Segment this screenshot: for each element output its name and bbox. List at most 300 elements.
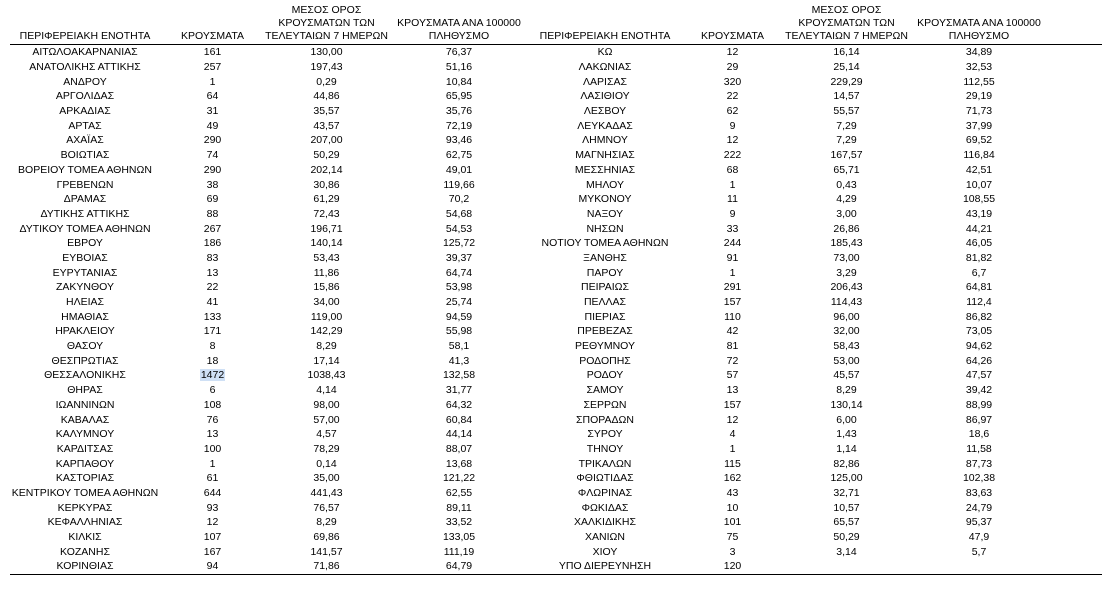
left-per100k-cell: 111,19 bbox=[443, 545, 475, 558]
right-region-cell: ΤΡΙΚΑΛΩΝ bbox=[578, 457, 632, 470]
right-avg7-cell: 8,29 bbox=[836, 384, 857, 397]
right-avg7-cell: 167,57 bbox=[830, 149, 863, 162]
right-cases-cell: 10 bbox=[726, 501, 739, 514]
left-region-cell: ΚΑΣΤΟΡΙΑΣ bbox=[55, 472, 115, 485]
right-cases-cell: 33 bbox=[726, 222, 739, 235]
left-per100k-cell: 94,59 bbox=[445, 310, 473, 323]
table-row bbox=[10, 45, 1102, 60]
left-cases-cell: 13 bbox=[206, 428, 219, 441]
left-cases-cell: 644 bbox=[203, 486, 222, 499]
right-avg7-cell: 3,14 bbox=[836, 545, 857, 558]
left-avg7-cell: 35,57 bbox=[313, 105, 340, 118]
row-spacer bbox=[1050, 442, 1102, 457]
right-avg7-cell: 73,00 bbox=[833, 251, 860, 264]
right-per100k-cell: 86,97 bbox=[965, 413, 993, 426]
document-page bbox=[10, 4, 1102, 575]
right-per100k-cell: 64,26 bbox=[965, 354, 993, 367]
right-cases-cell: 291 bbox=[723, 281, 742, 294]
left-per100k-cell: 49,01 bbox=[445, 163, 473, 176]
right-avg7-cell: 55,57 bbox=[833, 105, 860, 118]
right-per100k-cell: 47,57 bbox=[965, 369, 993, 382]
right-region-cell: ΤΗΝΟΥ bbox=[586, 442, 624, 455]
table-row bbox=[10, 148, 1102, 163]
right-cases-cell: 29 bbox=[726, 61, 739, 74]
left-region-cell: ΖΑΚΥΝΘΟΥ bbox=[55, 281, 114, 294]
right-region-cell: ΚΩ bbox=[597, 46, 613, 59]
left-cases-cell: 1 bbox=[209, 457, 216, 470]
left-region-cell: ΗΡΑΚΛΕΙΟΥ bbox=[55, 325, 115, 338]
right-cases-cell: 9 bbox=[729, 119, 736, 132]
table-row bbox=[10, 221, 1102, 236]
right-per100k-cell: 32,53 bbox=[965, 61, 993, 74]
right-cases-cell: 75 bbox=[726, 531, 739, 544]
left-region-cell: ΚΑΡΠΑΘΟΥ bbox=[55, 457, 115, 470]
right-region-cell: ΞΑΝΘΗΣ bbox=[583, 251, 627, 264]
left-cases-cell: 38 bbox=[206, 178, 219, 191]
left-cases-cell: 133 bbox=[203, 310, 222, 323]
left-region-cell: ΘΕΣΠΡΩΤΙΑΣ bbox=[51, 354, 119, 367]
table-row bbox=[10, 383, 1102, 398]
right-region-cell: ΧΑΛΚΙΔΙΚΗΣ bbox=[574, 516, 636, 529]
right-per100k-cell: 112,55 bbox=[963, 75, 995, 88]
header-avg7-right: ΜΕΣΟΣ ΟΡΟΣ ΚΡΟΥΣΜΑΤΩΝ ΤΩΝ ΤΕΛΕΥΤΑΙΩΝ 7 ΗΜΕΡΩΝ bbox=[785, 4, 908, 45]
table-row bbox=[10, 500, 1102, 515]
row-spacer bbox=[1050, 45, 1102, 60]
right-per100k-cell: 39,42 bbox=[965, 384, 993, 397]
left-region-cell: ΗΛΕΙΑΣ bbox=[65, 296, 104, 309]
right-region-cell: ΣΕΡΡΩΝ bbox=[583, 398, 627, 411]
right-avg7-cell: 6,00 bbox=[836, 413, 857, 426]
right-avg7-cell: 45,57 bbox=[833, 369, 860, 382]
row-spacer bbox=[1050, 530, 1102, 545]
right-region-cell: ΜΗΛΟΥ bbox=[586, 178, 624, 191]
left-avg7-cell: 50,29 bbox=[313, 149, 340, 162]
right-per100k-cell: 83,63 bbox=[965, 486, 993, 499]
right-cases-cell: 68 bbox=[726, 163, 739, 176]
header-per100k-left: ΚΡΟΥΣΜΑΤΑ ΑΝΑ 100000 ΠΛΗΘΥΣΜΟ bbox=[388, 4, 530, 45]
left-region-cell: ΕΥΡΥΤΑΝΙΑΣ bbox=[52, 266, 118, 279]
row-spacer bbox=[1050, 207, 1102, 222]
right-cases-cell: 43 bbox=[726, 486, 739, 499]
right-avg7-cell: 32,00 bbox=[833, 325, 860, 338]
right-cases-cell: 1 bbox=[729, 442, 736, 455]
right-per100k-cell: 102,38 bbox=[962, 472, 996, 485]
left-avg7-cell: 1038,43 bbox=[307, 369, 346, 382]
right-avg7-cell: 53,00 bbox=[833, 354, 860, 367]
left-per100k-cell: 89,11 bbox=[446, 501, 472, 514]
left-region-cell: ΑΡΓΟΛΙΔΑΣ bbox=[55, 90, 115, 103]
right-per100k-cell: 86,82 bbox=[965, 310, 993, 323]
header-per100k-right: ΚΡΟΥΣΜΑΤΑ ΑΝΑ 100000 ΠΛΗΘΥΣΜΟ bbox=[908, 4, 1050, 45]
left-avg7-cell: 202,14 bbox=[310, 163, 343, 176]
left-avg7-cell: 0,14 bbox=[316, 457, 337, 470]
right-per100k-cell: 71,73 bbox=[965, 105, 993, 118]
right-per100k-cell: 108,55 bbox=[962, 193, 996, 206]
table-row bbox=[10, 177, 1102, 192]
left-per100k-cell: 13,68 bbox=[445, 457, 473, 470]
left-region-cell: ΚΑΛΥΜΝΟΥ bbox=[55, 428, 115, 441]
left-avg7-cell: 35,00 bbox=[313, 472, 340, 485]
left-avg7-cell: 30,86 bbox=[313, 178, 340, 191]
right-region-cell: ΛΑΣΙΘΙΟΥ bbox=[580, 90, 630, 103]
left-per100k-cell: 125,72 bbox=[442, 237, 476, 250]
left-region-cell: ΚΕΡΚΥΡΑΣ bbox=[57, 501, 113, 514]
left-region-cell: ΘΕΣΣΑΛΟΝΙΚΗΣ bbox=[44, 369, 126, 382]
right-avg7-cell: 130,14 bbox=[830, 398, 863, 411]
table-row bbox=[10, 309, 1102, 324]
left-region-cell: ΕΥΒΟΙΑΣ bbox=[62, 251, 108, 264]
right-cases-cell: 1 bbox=[729, 266, 736, 279]
table-row bbox=[10, 442, 1102, 457]
left-cases-cell: 257 bbox=[203, 61, 222, 74]
right-region-cell: ΠΙΕΡΙΑΣ bbox=[584, 310, 626, 323]
left-avg7-cell: 8,29 bbox=[316, 340, 337, 353]
left-cases-cell: 22 bbox=[206, 281, 219, 294]
left-cases-cell: 161 bbox=[203, 46, 222, 59]
right-region-cell: ΜΥΚΟΝΟΥ bbox=[578, 193, 632, 206]
right-avg7-cell: 125,00 bbox=[830, 472, 863, 485]
header-region-right: ΠΕΡΙΦΕΡΕΙΑΚΗ ΕΝΟΤΗΤΑ bbox=[530, 4, 680, 45]
right-cases-cell: 12 bbox=[726, 413, 739, 426]
right-region-cell: ΜΕΣΣΗΝΙΑΣ bbox=[574, 163, 636, 176]
table-row bbox=[10, 118, 1102, 133]
row-spacer bbox=[1050, 515, 1102, 530]
right-avg7-cell: 3,29 bbox=[836, 266, 857, 279]
left-per100k-cell: 76,37 bbox=[445, 46, 473, 59]
right-region-cell: ΛΕΣΒΟΥ bbox=[583, 105, 627, 118]
row-spacer bbox=[1050, 148, 1102, 163]
right-cases-cell: 157 bbox=[723, 398, 742, 411]
header-cases-left: ΚΡΟΥΣΜΑΤΑ bbox=[160, 4, 265, 45]
left-cases-cell: 61 bbox=[206, 472, 219, 485]
left-region-cell: ΑΧΑΪΑΣ bbox=[66, 134, 104, 147]
right-per100k-cell bbox=[908, 559, 1050, 574]
right-cases-cell: 57 bbox=[726, 369, 739, 382]
right-per100k-cell: 73,05 bbox=[965, 325, 993, 338]
left-per100k-cell: 53,98 bbox=[445, 281, 473, 294]
left-cases-cell: 18 bbox=[206, 354, 219, 367]
left-avg7-cell: 61,29 bbox=[313, 193, 340, 206]
right-avg7-cell: 7,29 bbox=[836, 134, 857, 147]
row-spacer bbox=[1050, 339, 1102, 354]
left-cases-cell: 76 bbox=[206, 413, 219, 426]
right-per100k-cell: 81,82 bbox=[965, 251, 993, 264]
table-row bbox=[10, 486, 1102, 501]
right-cases-cell: 244 bbox=[723, 237, 742, 250]
left-region-cell: ΘΑΣΟΥ bbox=[66, 340, 104, 353]
left-region-cell: ΚΙΛΚΙΣ bbox=[68, 531, 102, 544]
left-avg7-cell: 15,86 bbox=[313, 281, 340, 294]
left-avg7-cell: 72,43 bbox=[313, 207, 340, 220]
right-avg7-cell: 114,43 bbox=[830, 296, 863, 309]
left-region-cell: ΒΟΡΕΙΟΥ ΤΟΜΕΑ ΑΘΗΝΩΝ bbox=[18, 163, 152, 176]
right-cases-cell: 11 bbox=[727, 193, 738, 206]
right-avg7-cell: 1,43 bbox=[836, 428, 857, 441]
left-per100k-cell: 93,46 bbox=[445, 134, 473, 147]
left-per100k-cell: 10,84 bbox=[445, 75, 473, 88]
left-region-cell: ΙΩΑΝΝΙΝΩΝ bbox=[55, 398, 115, 411]
left-cases-cell: 94 bbox=[160, 559, 265, 574]
row-spacer bbox=[1050, 280, 1102, 295]
right-avg7-cell: 0,43 bbox=[836, 178, 857, 191]
table-row bbox=[10, 265, 1102, 280]
right-cases-cell: 91 bbox=[726, 251, 739, 264]
table-row bbox=[10, 192, 1102, 207]
right-region-cell: ΝΗΣΩΝ bbox=[586, 222, 624, 235]
row-spacer bbox=[1050, 544, 1102, 559]
left-cases-cell: 186 bbox=[203, 237, 222, 250]
cases-table bbox=[10, 4, 1102, 575]
row-spacer bbox=[1050, 309, 1102, 324]
right-avg7-cell: 229,29 bbox=[830, 75, 863, 88]
left-region-cell: ΘΗΡΑΣ bbox=[67, 384, 103, 397]
left-avg7-cell: 57,00 bbox=[313, 413, 340, 426]
table-row bbox=[10, 515, 1102, 530]
right-cases-cell: 9 bbox=[729, 207, 736, 220]
right-region-cell: ΧΑΝΙΩΝ bbox=[585, 531, 625, 544]
left-avg7-cell: 98,00 bbox=[313, 398, 340, 411]
left-per100k-cell: 35,76 bbox=[445, 105, 473, 118]
left-region-cell: ΔΥΤΙΚΟΥ ΤΟΜΕΑ ΑΘΗΝΩΝ bbox=[19, 222, 151, 235]
table-row bbox=[10, 544, 1102, 559]
left-region-cell: ΔΥΤΙΚΗΣ ΑΤΤΙΚΗΣ bbox=[40, 207, 130, 220]
right-region-cell: ΜΑΓΝΗΣΙΑΣ bbox=[575, 149, 635, 162]
row-spacer bbox=[1050, 486, 1102, 501]
right-per100k-cell: 44,21 bbox=[965, 222, 993, 235]
right-avg7-cell: 96,00 bbox=[833, 310, 860, 323]
right-region-cell: ΡΟΔΟΠΗΣ bbox=[579, 354, 631, 367]
left-cases-cell: 12 bbox=[206, 516, 219, 529]
row-spacer bbox=[1050, 427, 1102, 442]
right-per100k-cell: 43,19 bbox=[965, 207, 993, 220]
right-region-cell: ΣΑΜΟΥ bbox=[586, 384, 624, 397]
right-region-cell: ΛΗΜΝΟΥ bbox=[582, 134, 628, 147]
left-avg7-cell: 130,00 bbox=[310, 46, 343, 59]
right-region-cell: ΝΑΞΟΥ bbox=[586, 207, 624, 220]
left-region-cell: ΑΡΤΑΣ bbox=[68, 119, 102, 132]
right-avg7-cell: 4,29 bbox=[836, 193, 857, 206]
left-per100k-cell: 55,98 bbox=[445, 325, 473, 338]
right-avg7-cell: 14,57 bbox=[833, 90, 860, 103]
table-row bbox=[10, 207, 1102, 222]
row-spacer bbox=[1050, 133, 1102, 148]
right-cases-cell: 3 bbox=[729, 545, 736, 558]
row-spacer bbox=[1050, 104, 1102, 119]
left-per100k-cell: 41,3 bbox=[448, 354, 470, 367]
right-avg7-cell: 82,86 bbox=[833, 457, 860, 470]
left-per100k-cell: 64,32 bbox=[445, 398, 473, 411]
right-cases-cell: 12 bbox=[726, 46, 739, 59]
left-per100k-cell: 64,74 bbox=[445, 266, 473, 279]
right-per100k-cell: 87,73 bbox=[965, 457, 993, 470]
left-per100k-cell: 44,14 bbox=[445, 428, 473, 441]
table-row bbox=[10, 133, 1102, 148]
left-avg7-cell: 71,86 bbox=[265, 559, 388, 574]
left-cases-cell bbox=[160, 368, 265, 383]
left-cases-cell: 290 bbox=[203, 134, 222, 147]
row-spacer bbox=[1050, 383, 1102, 398]
left-avg7-cell: 119,00 bbox=[310, 310, 343, 323]
left-cases-cell: 107 bbox=[203, 531, 222, 544]
right-per100k-cell: 29,19 bbox=[965, 90, 993, 103]
selected-text-highlight: 1472 bbox=[200, 369, 225, 382]
left-per100k-cell: 62,75 bbox=[445, 149, 473, 162]
left-cases-cell: 267 bbox=[203, 222, 222, 235]
left-region-cell: ΚΟΖΑΝΗΣ bbox=[60, 545, 110, 558]
header-spacer bbox=[1050, 4, 1102, 45]
left-avg7-cell: 8,29 bbox=[316, 516, 337, 529]
table-row bbox=[10, 412, 1102, 427]
left-cases-cell: 74 bbox=[206, 149, 219, 162]
right-cases-cell: 1 bbox=[729, 178, 736, 191]
left-avg7-cell: 196,71 bbox=[310, 222, 343, 235]
row-spacer bbox=[1050, 559, 1102, 574]
right-cases-cell: 320 bbox=[723, 75, 742, 88]
left-cases-cell: 6 bbox=[209, 384, 216, 397]
right-per100k-cell: 69,52 bbox=[965, 134, 993, 147]
row-spacer bbox=[1050, 177, 1102, 192]
right-region-cell: ΠΡΕΒΕΖΑΣ bbox=[577, 325, 633, 338]
table-row bbox=[10, 353, 1102, 368]
left-per100k-cell: 25,74 bbox=[445, 296, 473, 309]
row-spacer bbox=[1050, 89, 1102, 104]
left-region-cell: ΔΡΑΜΑΣ bbox=[63, 193, 107, 206]
left-avg7-cell: 69,86 bbox=[313, 531, 340, 544]
right-cases-cell: 22 bbox=[726, 90, 739, 103]
right-cases-cell: 101 bbox=[723, 516, 742, 529]
right-per100k-cell: 37,99 bbox=[965, 119, 993, 132]
left-region-cell: ΑΙΤΩΛΟΑΚΑΡΝΑΝΙΑΣ bbox=[32, 46, 138, 59]
header-cases-right: ΚΡΟΥΣΜΑΤΑ bbox=[680, 4, 785, 45]
left-avg7-cell: 34,00 bbox=[313, 296, 340, 309]
right-per100k-cell: 112,4 bbox=[966, 296, 992, 309]
left-region-cell: ΗΜΑΘΙΑΣ bbox=[61, 310, 109, 323]
right-region-cell: ΣΥΡΟΥ bbox=[587, 428, 623, 441]
left-per100k-cell: 60,84 bbox=[445, 413, 473, 426]
left-per100k-cell: 72,19 bbox=[445, 119, 473, 132]
left-cases-cell: 1 bbox=[209, 75, 216, 88]
left-avg7-cell: 0,29 bbox=[316, 75, 337, 88]
row-spacer bbox=[1050, 471, 1102, 486]
row-spacer bbox=[1050, 118, 1102, 133]
left-avg7-cell: 76,57 bbox=[313, 501, 340, 514]
left-per100k-cell: 39,37 bbox=[445, 251, 473, 264]
right-avg7-cell: 26,86 bbox=[833, 222, 860, 235]
left-region-cell: ΚΑΡΔΙΤΣΑΣ bbox=[56, 442, 114, 455]
right-cases-cell: 12 bbox=[726, 134, 739, 147]
row-spacer bbox=[1050, 368, 1102, 383]
table-row bbox=[10, 368, 1102, 383]
left-avg7-cell: 17,14 bbox=[313, 354, 340, 367]
left-region-cell: ΚΕΦΑΛΛΗΝΙΑΣ bbox=[47, 516, 123, 529]
row-spacer bbox=[1050, 236, 1102, 251]
left-region-cell: ΚΟΡΙΝΘΙΑΣ bbox=[10, 559, 160, 574]
right-per100k-cell: 88,99 bbox=[965, 398, 993, 411]
right-region-cell: ΡΟΔΟΥ bbox=[586, 369, 624, 382]
header-avg7-left: ΜΕΣΟΣ ΟΡΟΣ ΚΡΟΥΣΜΑΤΩΝ ΤΩΝ ΤΕΛΕΥΤΑΙΩΝ 7 ΗΜΕΡΩΝ bbox=[265, 4, 388, 45]
right-per100k-cell: 18,6 bbox=[968, 428, 990, 441]
left-cases-cell: 41 bbox=[206, 296, 219, 309]
row-spacer bbox=[1050, 251, 1102, 266]
right-per100k-cell: 10,07 bbox=[965, 178, 993, 191]
left-avg7-cell: 4,57 bbox=[316, 428, 337, 441]
right-avg7-cell: 50,29 bbox=[833, 531, 860, 544]
header-region-left: ΠΕΡΙΦΕΡΕΙΑΚΗ ΕΝΟΤΗΤΑ bbox=[10, 4, 160, 45]
right-avg7-cell: 65,57 bbox=[833, 516, 860, 529]
right-cases-cell: 162 bbox=[723, 472, 742, 485]
right-region-cell: ΦΩΚΙΔΑΣ bbox=[581, 501, 629, 514]
right-per100k-cell: 11,58 bbox=[966, 442, 992, 455]
right-avg7-cell bbox=[785, 559, 908, 574]
left-cases-cell: 49 bbox=[206, 119, 219, 132]
right-region-cell: ΦΘΙΩΤΙΔΑΣ bbox=[576, 472, 634, 485]
right-avg7-cell: 10,57 bbox=[833, 501, 860, 514]
table-row bbox=[10, 89, 1102, 104]
right-cases-cell: 81 bbox=[726, 340, 739, 353]
table-row bbox=[10, 456, 1102, 471]
table-row bbox=[10, 559, 1102, 574]
left-per100k-cell: 64,79 bbox=[388, 559, 530, 574]
right-per100k-cell: 34,89 bbox=[965, 46, 993, 59]
table-row bbox=[10, 427, 1102, 442]
left-cases-cell: 93 bbox=[206, 501, 219, 514]
left-avg7-cell: 207,00 bbox=[310, 134, 343, 147]
row-spacer bbox=[1050, 324, 1102, 339]
left-region-cell: ΑΝΑΤΟΛΙΚΗΣ ΑΤΤΙΚΗΣ bbox=[29, 61, 141, 74]
left-avg7-cell: 11,86 bbox=[313, 266, 340, 279]
row-spacer bbox=[1050, 163, 1102, 178]
right-per100k-cell: 64,81 bbox=[965, 281, 993, 294]
left-cases-cell: 100 bbox=[203, 442, 222, 455]
right-region-cell: ΝΟΤΙΟΥ ΤΟΜΕΑ ΑΘΗΝΩΝ bbox=[541, 237, 669, 250]
row-spacer bbox=[1050, 60, 1102, 75]
table-row bbox=[10, 60, 1102, 75]
right-avg7-cell: 1,14 bbox=[836, 442, 857, 455]
right-cases-cell: 62 bbox=[726, 105, 739, 118]
left-region-cell: ΓΡΕΒΕΝΩΝ bbox=[56, 178, 114, 191]
left-avg7-cell: 53,43 bbox=[313, 251, 340, 264]
right-avg7-cell: 58,43 bbox=[833, 340, 860, 353]
right-region-cell: ΡΕΘΥΜΝΟΥ bbox=[574, 340, 635, 353]
right-region-cell: ΦΛΩΡΙΝΑΣ bbox=[577, 486, 633, 499]
right-region-cell: ΧΙΟΥ bbox=[592, 545, 618, 558]
right-cases-cell: 110 bbox=[724, 310, 741, 323]
table-row bbox=[10, 251, 1102, 266]
left-avg7-cell: 142,29 bbox=[310, 325, 343, 338]
left-avg7-cell: 140,14 bbox=[310, 237, 343, 250]
right-per100k-cell: 94,62 bbox=[965, 340, 993, 353]
row-spacer bbox=[1050, 265, 1102, 280]
left-per100k-cell: 58,1 bbox=[448, 340, 470, 353]
right-cases-cell: 13 bbox=[726, 384, 739, 397]
right-region-cell: ΛΕΥΚΑΔΑΣ bbox=[577, 119, 633, 132]
left-per100k-cell: 33,52 bbox=[445, 516, 473, 529]
row-spacer bbox=[1050, 456, 1102, 471]
table-row bbox=[10, 295, 1102, 310]
left-cases-cell: 8 bbox=[209, 340, 216, 353]
table-header-row bbox=[10, 4, 1102, 45]
left-avg7-cell: 4,14 bbox=[316, 384, 337, 397]
row-spacer bbox=[1050, 500, 1102, 515]
right-cases-cell: 157 bbox=[723, 296, 742, 309]
right-per100k-cell: 47,9 bbox=[968, 531, 990, 544]
left-region-cell: ΚΕΝΤΡΙΚΟΥ ΤΟΜΕΑ ΑΘΗΝΩΝ bbox=[11, 486, 159, 499]
left-avg7-cell: 43,57 bbox=[313, 119, 340, 132]
left-region-cell: ΚΑΒΑΛΑΣ bbox=[60, 413, 110, 426]
row-spacer bbox=[1050, 412, 1102, 427]
left-region-cell: ΕΒΡΟΥ bbox=[67, 237, 103, 250]
right-cases-cell: 4 bbox=[729, 428, 736, 441]
